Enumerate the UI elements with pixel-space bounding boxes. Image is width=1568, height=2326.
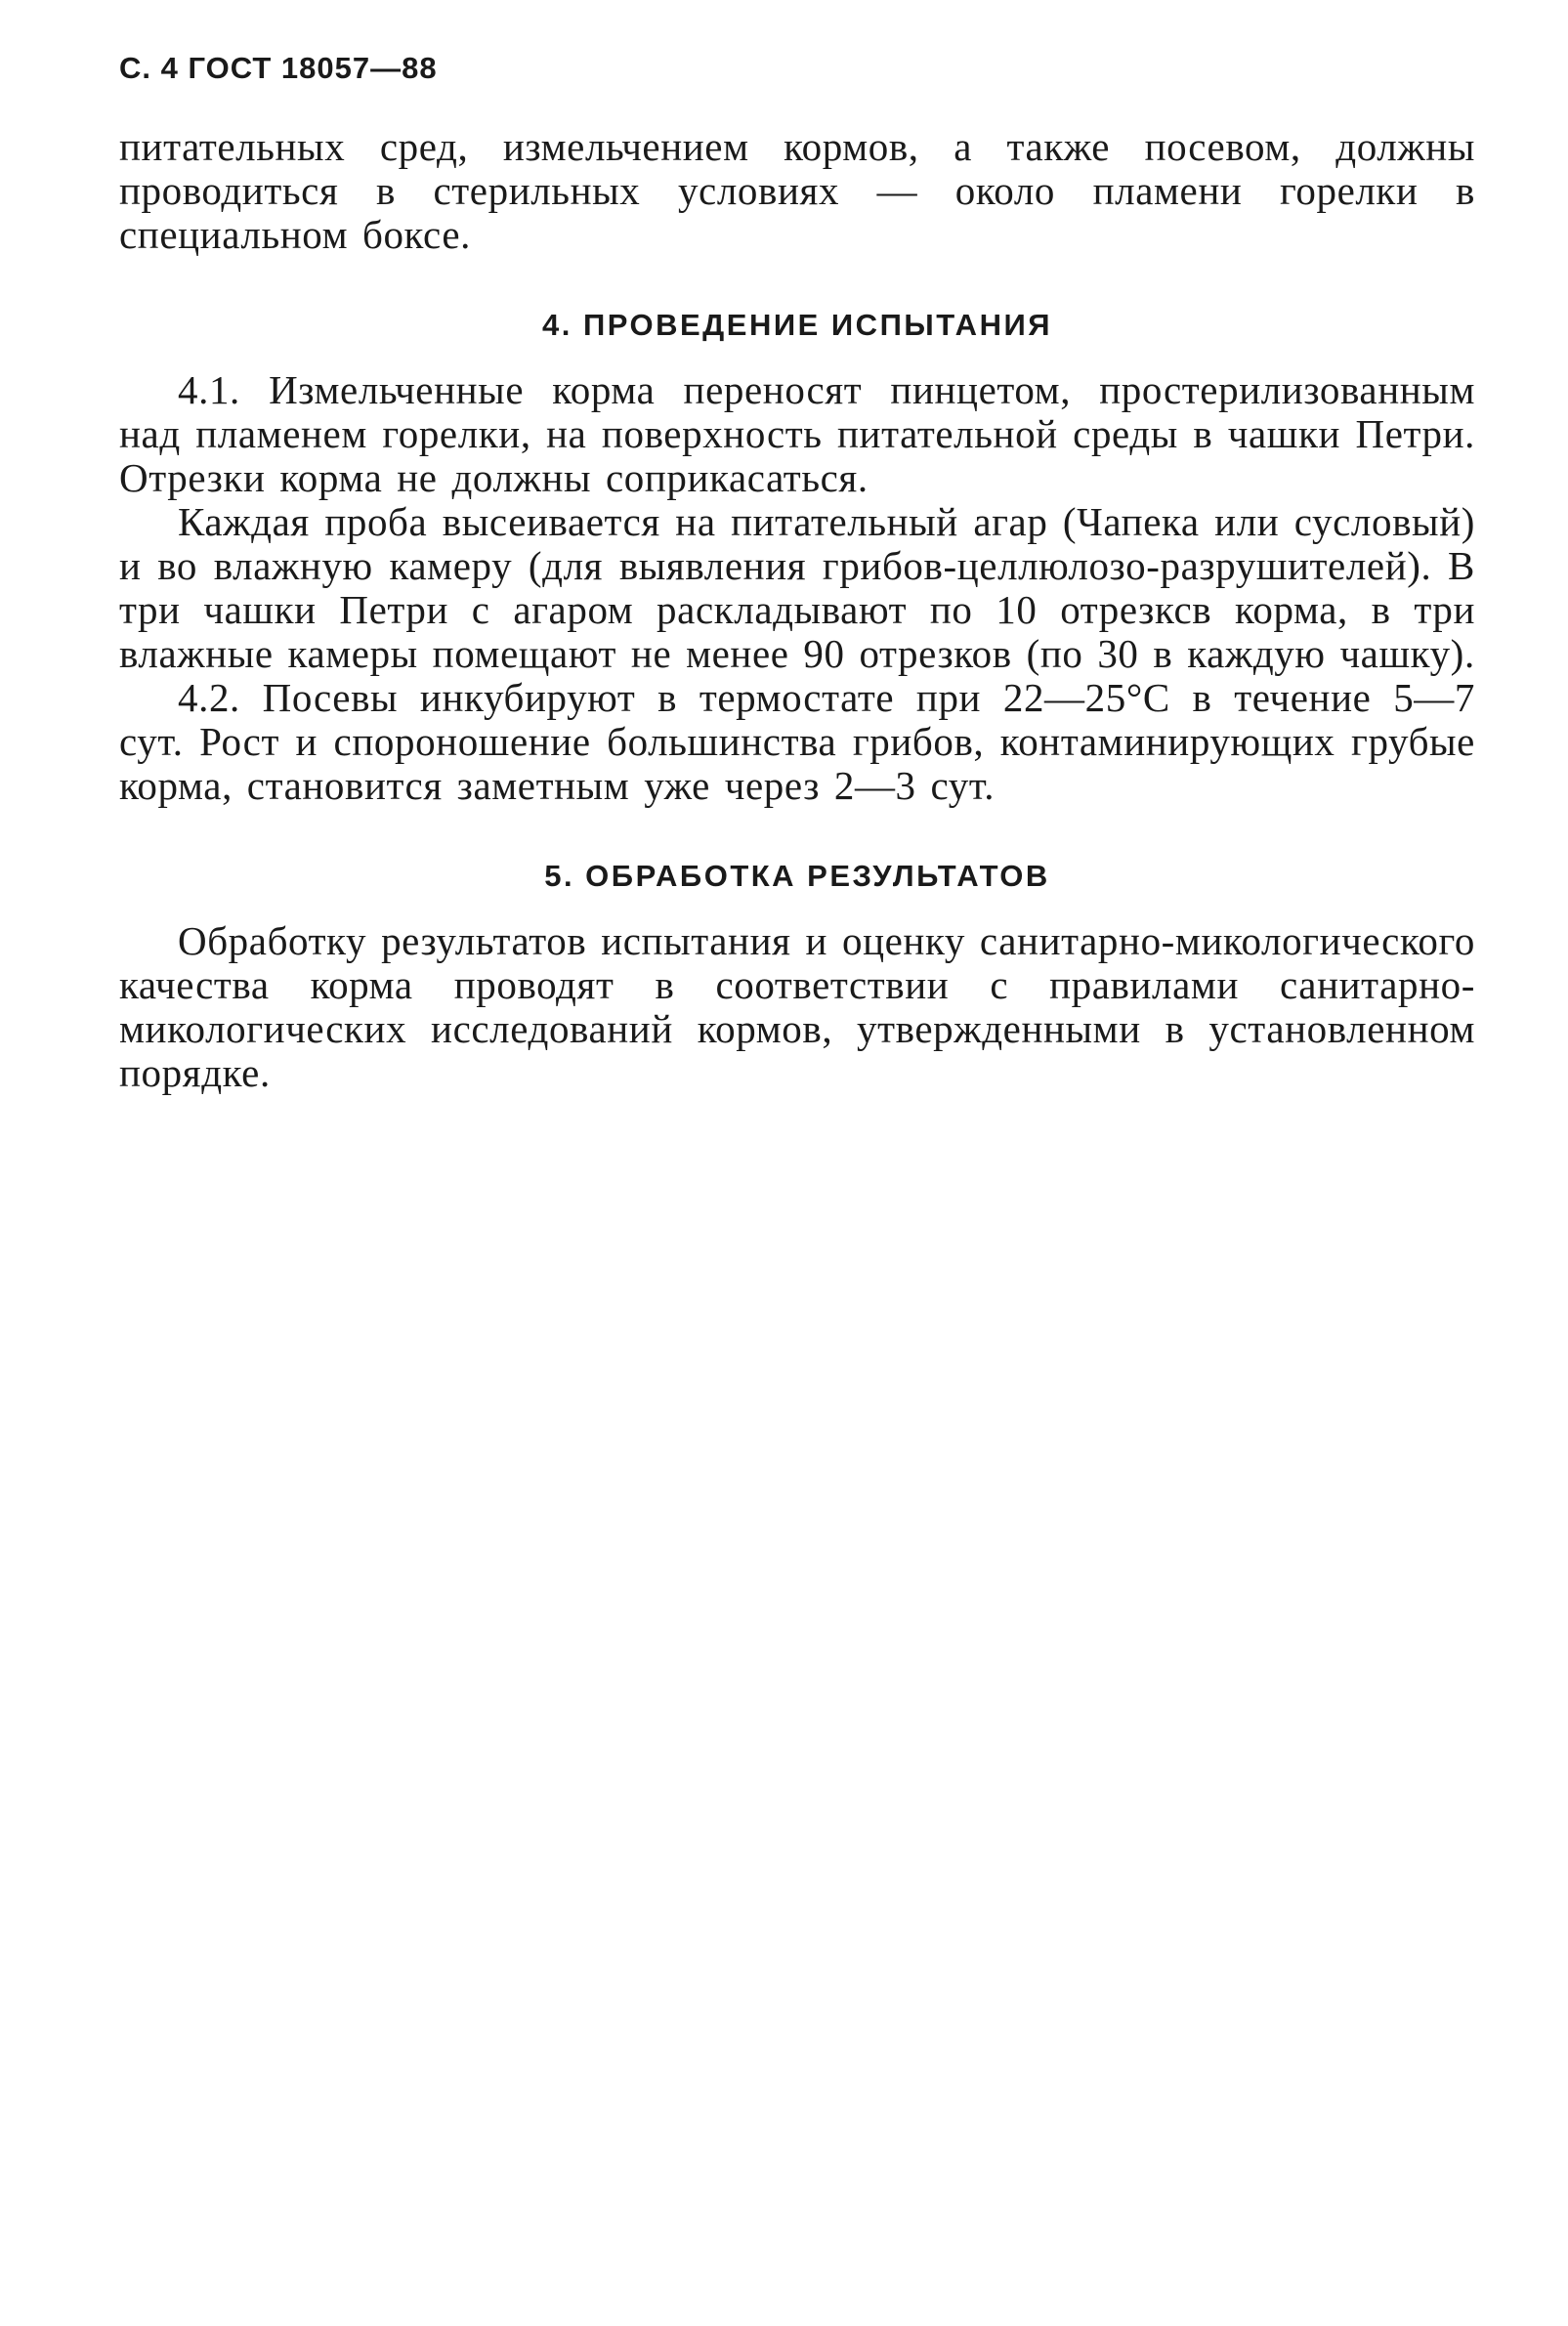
section-5-title: 5. ОБРАБОТКА РЕЗУЛЬТАТОВ [544,859,1050,893]
running-head: С. 4 ГОСТ 18057—88 [119,51,438,85]
section-4-paragraph-3: 4.2. Посевы инкубируют в термостате при 22—25°С в течение 5—7 сут. Рост и спороношение большинства грибов, контаминирующих грубые корма, становится заметным уже через 2—3 сут. [119,675,1475,808]
section-5-paragraph-1: Обработку результатов испытания и оценку санитарно-микологического качества корма проводят в соответствии с правилами санитарно-микологических исследований кормов, утвержденными в установленном порядке. [119,918,1475,1095]
intro-paragraph: питательных сред, измельчением кормов, а также посевом, должны проводиться в стерильных условиях — около пламени горелки в специальном боксе. [119,124,1475,257]
section-4-paragraph-1: 4.1. Измельченные корма переносят пинцетом, простерилизованным над пламенем горелки, на поверхность питательной среды в чашки Петри. Отрезки корма не должны соприкасаться. [119,367,1475,500]
document-page [119,51,1475,1095]
section-4-title: 4. ПРОВЕДЕНИЕ ИСПЫТАНИЯ [541,308,1053,342]
section-4-paragraph-2: Каждая проба высеивается на питательный агар (Чапека или сусловый) и во влажную камеру (для выявления грибов-целлюлозо-разрушителей). В три чашки Петри с агаром раскладывают по 10 отрезксв корма, в три влажные камеры помещают не менее 90 отрезков (по 30 в каждую чашку). [119,499,1475,676]
